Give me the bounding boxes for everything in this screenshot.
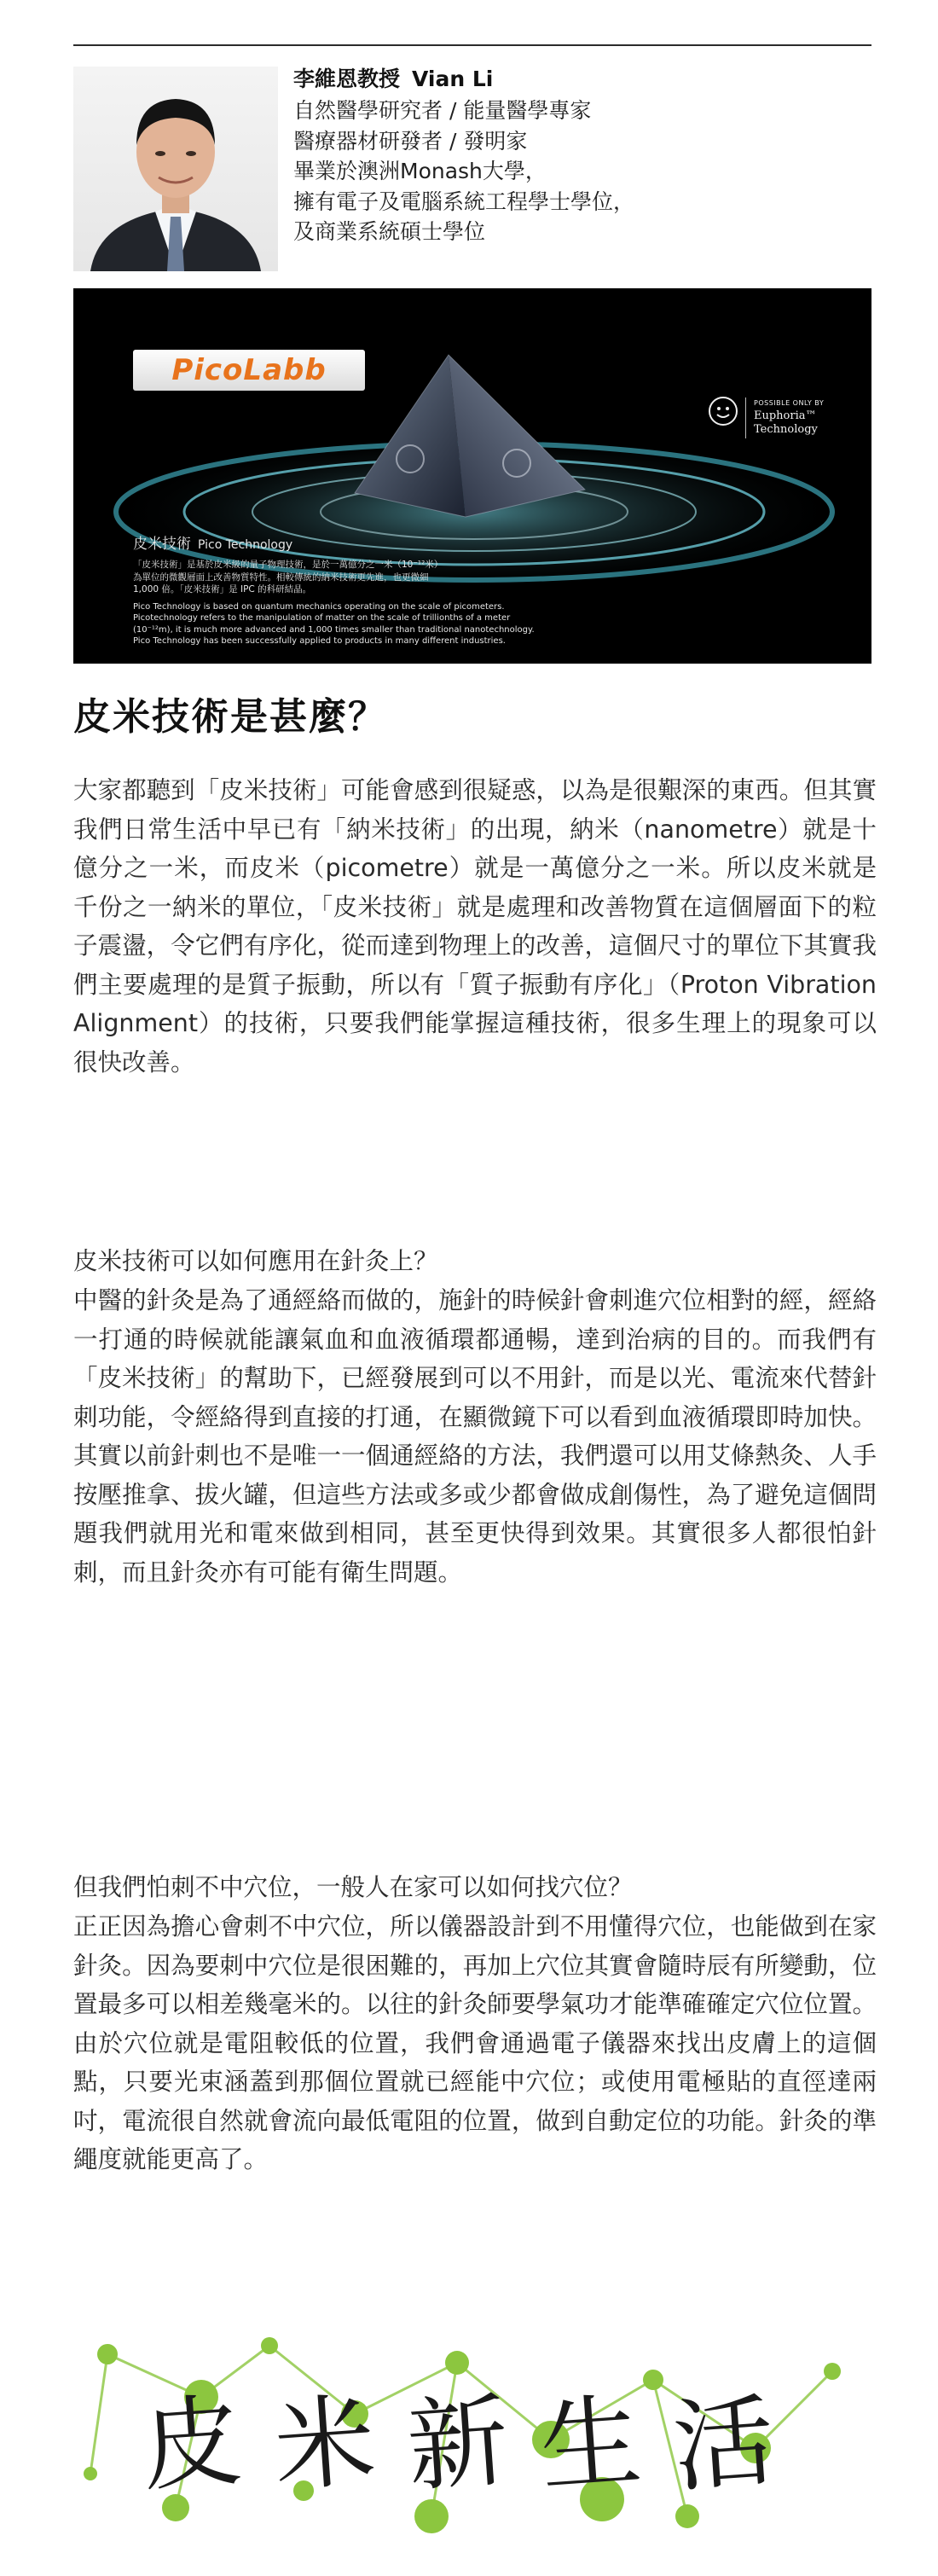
author-name-zh: 李維恩教授 [293,67,401,91]
author-portrait [73,67,278,271]
footer-char: 生 [536,2382,646,2506]
author-credential: 畢業於澳洲Monash大學， [293,159,547,183]
footer-char: 米 [269,2382,379,2506]
caption-title-en: Pico Technology [198,538,293,552]
article-question: 皮米技術可以如何應用在針灸上？ [73,1247,438,1275]
caption-line: 為單位的微觀層面上改善物質特性。相較傳統的納米技術更先進，也更微細 [133,571,429,583]
banner-caption [133,534,679,647]
caption-line: Picotechnology refers to the manipulation of matter on the scale of trillionths of a meter [133,613,511,623]
euphoria-brand-name: Euphoria™ [754,409,817,422]
caption-line: 「皮米技術」是基於皮米級的量子物理技術，是於一萬億分之一米（10⁻¹²米） [133,560,443,570]
author-credential: 自然醫學研究者 / 能量醫學專家 [293,98,592,123]
article-question: 但我們怕刺不中穴位，一般人在家可以如何找穴位？ [73,1873,633,1901]
author-credential: 醫療器材研發者 / 發明家 [293,128,528,154]
euphoria-divider [745,397,746,438]
caption-line: Pico Technology is based on quantum mechanics operating on the scale of picometers. [133,601,505,612]
author-name-en: Vian Li [412,67,494,91]
caption-line: 1,000 倍。「皮米技術」是 IPC 的科研結晶。 [133,584,312,595]
euphoria-brand [754,409,818,437]
footer-char: 活 [669,2382,779,2506]
picolabb-logo: PicoLabb [133,350,365,391]
footer-art [73,2320,866,2550]
caption-title-zh: 皮米技術 [133,536,191,553]
euphoria-logo-icon [708,396,738,426]
article-paragraph: 中醫的針灸是為了通經絡而做的，施針的時候針會刺進穴位相對的經，經絡一打通的時候就能讓氣血和血液循環都通暢，達到治病的目的。而我們有「皮米技術」的幫助下，已經發展到可以不用針，而是以光、電流來代替針刺功能，令經絡得到直接的打通，在顯微鏡下可以看到血液循環即時加快。其實以前針刺也不是唯一一個通經絡的方法，我們還可以用艾條熱灸、人手按壓推拿、拔火罐，但這些方法或多或少都會做成創傷性，為了避免這個問題我們就用光和電來做到相同，甚至更快得到效果。其實很多人都很怕針刺，而且針灸亦有可能有衛生問題。 [73,1286,877,1587]
author-name [293,63,856,96]
author-credential: 及商業系統碩士學位 [293,219,486,244]
article-paragraph: 大家都聽到「皮米技術」可能會感到很疑惑，以為是很艱深的東西。但其實我們日常生活中早已有「納米技術」的出現，納米（nanometre）就是十億分之一米，而皮米（picometre）就是一萬億分之一米。所以皮米就是千份之一納米的單位，「皮米技術」就是處理和改善物質在這個層面下的粒子震盪，令它們有序化，從而達到物理上的改善，這個尺寸的單位下其實我們主要處理的是質子振動，所以有「質子振動有序化」（Proton Vibration Alignment）的技術，只要我們能掌握這種技術，很多生理上的現象可以很快改善。 [73,776,877,1076]
caption-line: (10⁻¹²m), it is much more advanced and 1,000 times smaller than traditional nanotechnology. [133,624,535,635]
picolabb-banner [73,288,871,664]
footer-char: 皮 [136,2382,246,2506]
euphoria-brand-tech: Technology [754,423,818,436]
author-info [293,63,856,247]
author-credential: 擁有電子及電腦系統工程學士學位， [293,189,635,214]
caption-english [133,601,679,647]
article-paragraph: 正正因為擔心會刺不中穴位，所以儀器設計到不用懂得穴位，也能做到在家針灸。因為要刺中穴位是很困難的，再加上穴位其實會隨時辰有所變動，位置最多可以相差幾毫米的。以往的針灸師要學氣功才能準確確定穴位位置。由於穴位就是電阻較低的位置，我們會通過電子儀器來找出皮膚上的這個點，只要光束涵蓋到那個位置就已經能中穴位；或使用電極貼的直徑達兩吋，電流很自然就會流向最低電阻的位置，做到自動定位的功能。針灸的準繩度就能更高了。 [73,1912,877,2173]
footer-char: 新 [403,2382,512,2506]
caption-line: Pico Technology has been successfully applied to products in many different industries. [133,636,506,646]
caption-title [133,534,679,555]
euphoria-badge [708,396,844,444]
caption-chinese [133,559,679,596]
footer-title [73,2320,841,2550]
top-divider [73,44,871,46]
euphoria-small-text: POSSIBLE ONLY BY [754,399,825,407]
article-heading: 皮米技術是甚麼？ [73,695,387,739]
